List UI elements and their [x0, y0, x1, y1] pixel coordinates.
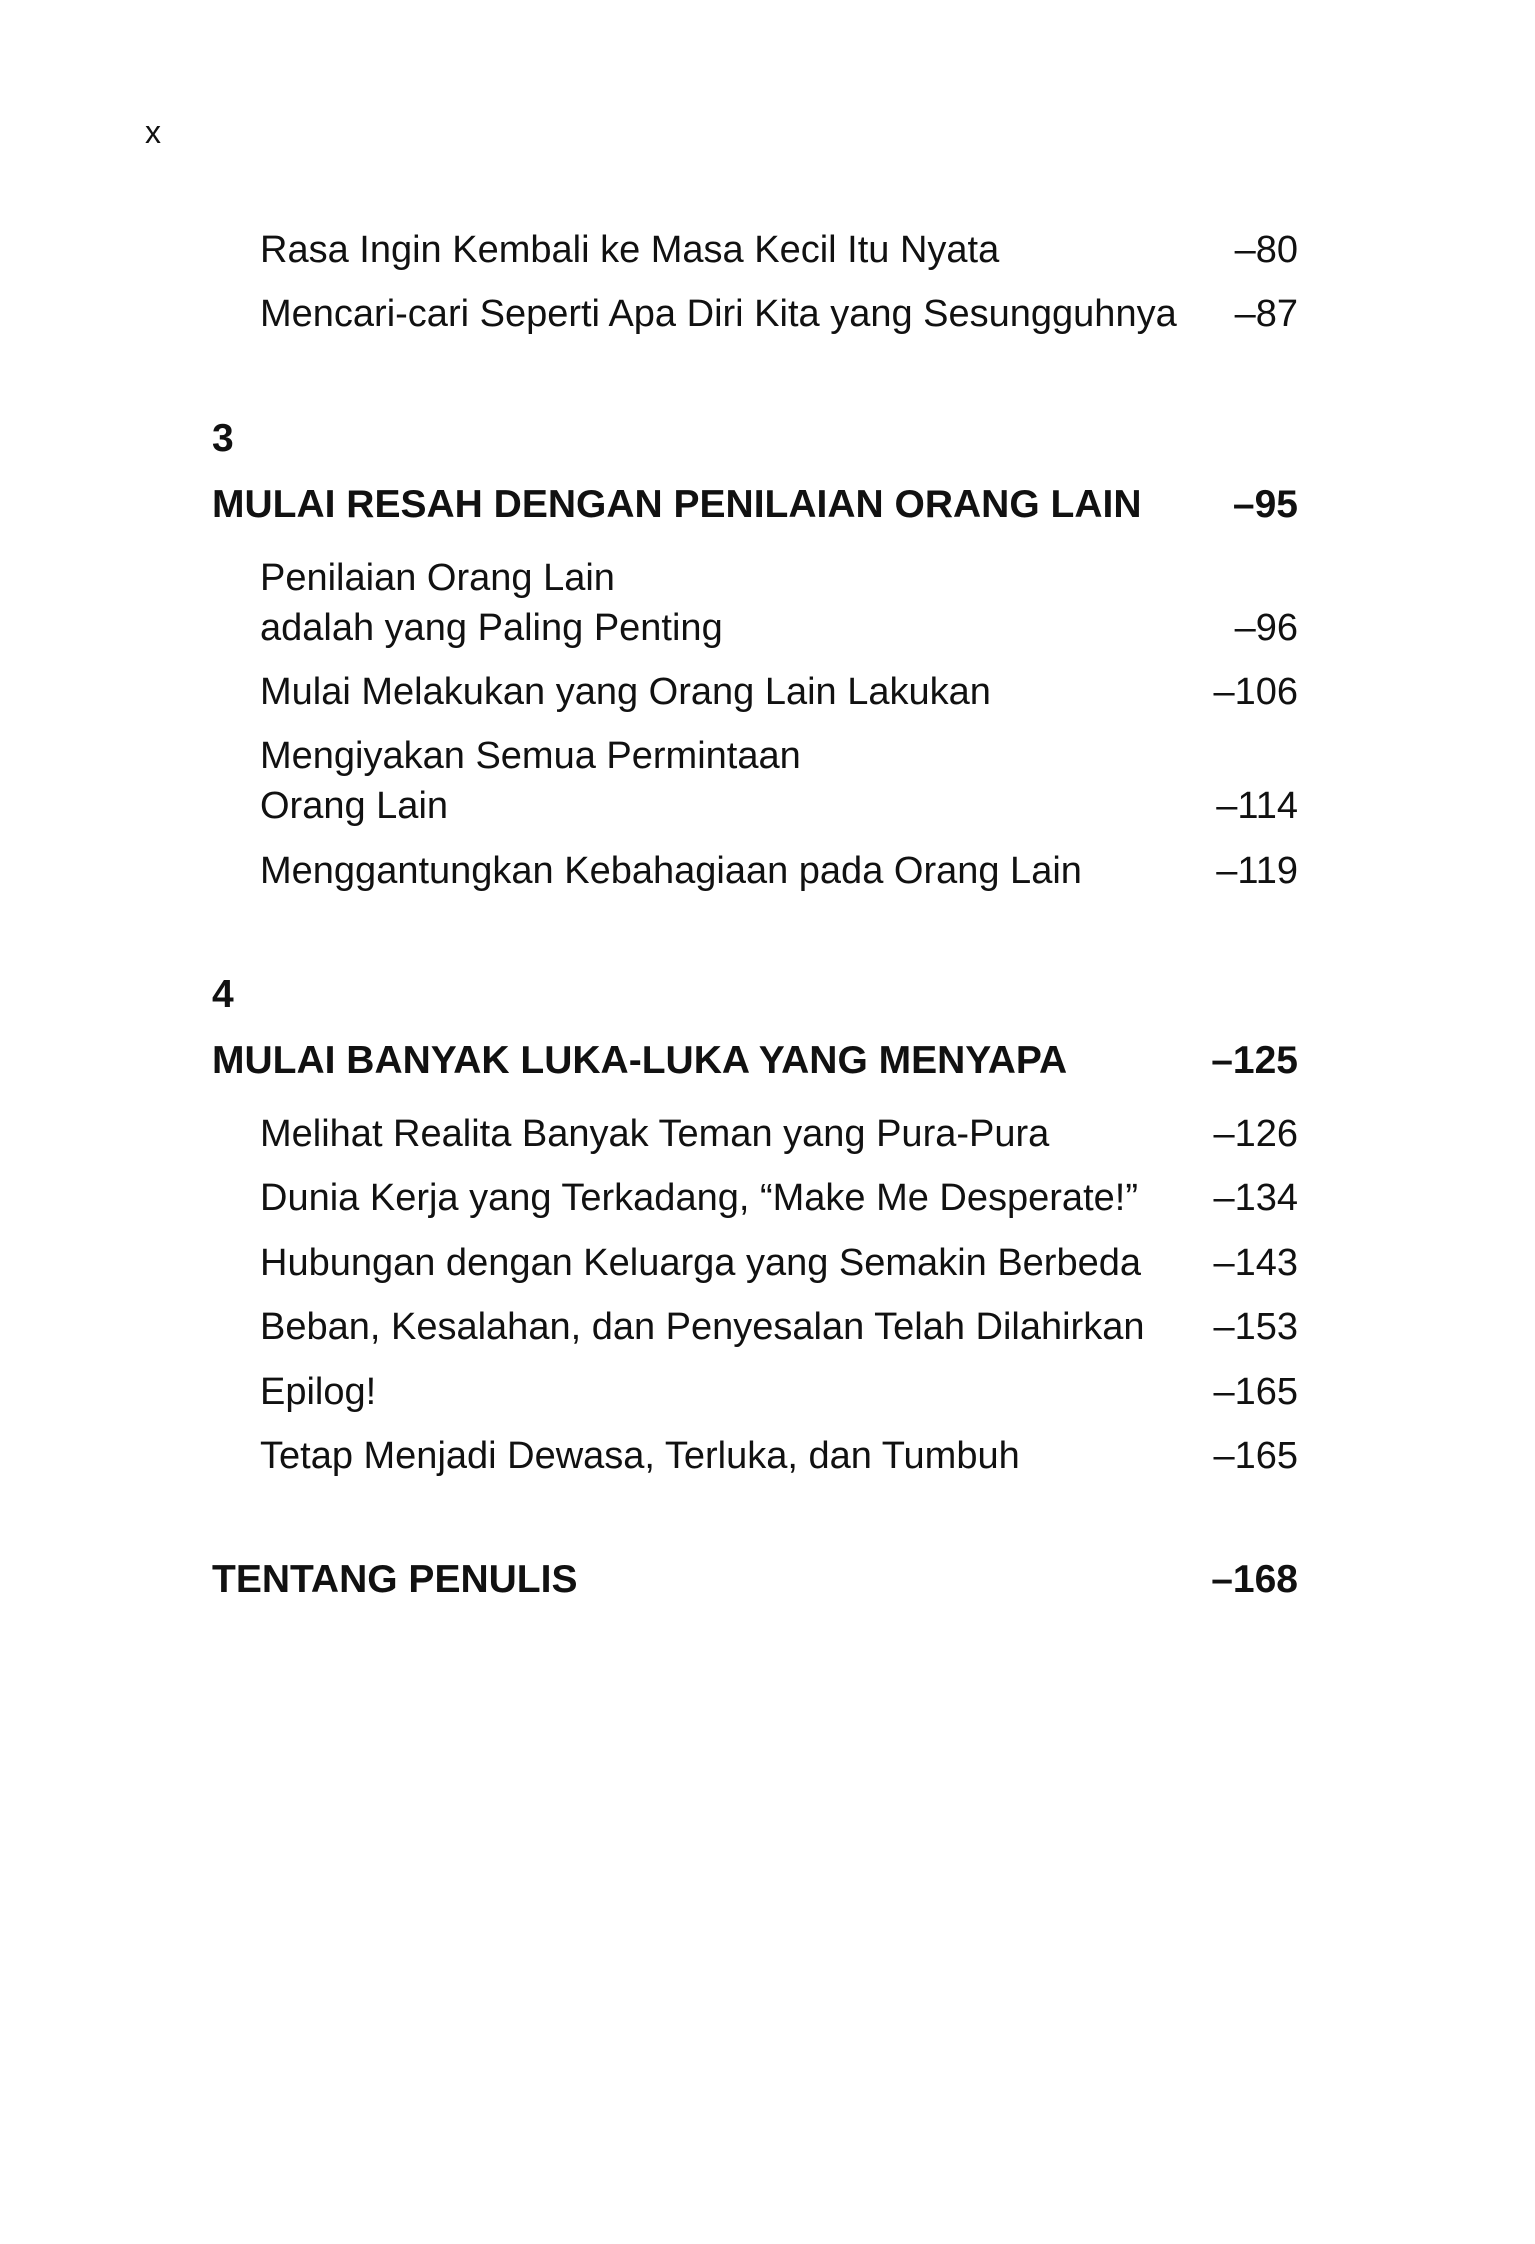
toc-entry-page: –165: [1213, 1435, 1298, 1477]
toc-entry-title: Mulai Melakukan yang Orang Lain Lakukan: [260, 671, 991, 713]
toc-entry-page: –165: [1213, 1371, 1298, 1413]
toc-entry-title: Mencari-cari Seperti Apa Diri Kita yang Sesungguhnya: [260, 293, 1177, 335]
toc-about-author-title: TENTANG PENULIS: [212, 1558, 578, 1601]
toc-entry-page: –80: [1234, 229, 1298, 271]
toc-about-author-page: –168: [1211, 1558, 1298, 1601]
toc-entry-title: Epilog!: [260, 1371, 377, 1413]
toc-entry-title: Melihat Realita Banyak Teman yang Pura-Pura: [260, 1113, 1050, 1155]
toc-entry-page: –106: [1213, 671, 1298, 713]
toc-entry-page: –143: [1213, 1242, 1298, 1284]
chapter-number: 4: [212, 973, 234, 1016]
toc-entry-page: –134: [1213, 1177, 1298, 1219]
toc-chapter-page: –95: [1232, 483, 1298, 526]
toc-entry-title: Beban, Kesalahan, dan Penyesalan Telah Dilahirkan: [260, 1306, 1145, 1348]
toc-chapter-page: –125: [1211, 1039, 1298, 1082]
toc-entry-title: [260, 731, 801, 831]
toc-entry-title: Dunia Kerja yang Terkadang, “Make Me Desperate!”: [260, 1177, 1138, 1219]
toc-entry-title-line2: Orang Lain: [260, 785, 449, 827]
toc-entry-title-line2: adalah yang Paling Penting: [260, 607, 723, 649]
toc-entry-title-line1: Penilaian Orang Lain: [260, 557, 615, 599]
toc-entry-page: –153: [1213, 1306, 1298, 1348]
chapter-number: 3: [212, 417, 234, 460]
toc-entry-title-line1: Mengiyakan Semua Permintaan: [260, 735, 801, 777]
toc-entry-page: –114: [1216, 785, 1298, 827]
toc-entry-title: Rasa Ingin Kembali ke Masa Kecil Itu Nyata: [260, 229, 1000, 271]
page-number: x: [145, 114, 161, 150]
toc-entry-title: Menggantungkan Kebahagiaan pada Orang Lain: [260, 850, 1082, 892]
toc-chapter-title: MULAI BANYAK LUKA-LUKA YANG MENYAPA: [212, 1039, 1068, 1082]
toc-entry-title: Hubungan dengan Keluarga yang Semakin Berbeda: [260, 1242, 1141, 1284]
toc-entry-page: –96: [1234, 607, 1298, 649]
toc-entry-title: [260, 553, 723, 653]
toc-entry-page: –119: [1216, 850, 1298, 892]
toc-entry-title: Tetap Menjadi Dewasa, Terluka, dan Tumbuh: [260, 1435, 1020, 1477]
toc-entry-page: –126: [1213, 1113, 1298, 1155]
toc-entry-page: –87: [1234, 293, 1298, 335]
toc-chapter-title: MULAI RESAH DENGAN PENILAIAN ORANG LAIN: [212, 483, 1142, 526]
